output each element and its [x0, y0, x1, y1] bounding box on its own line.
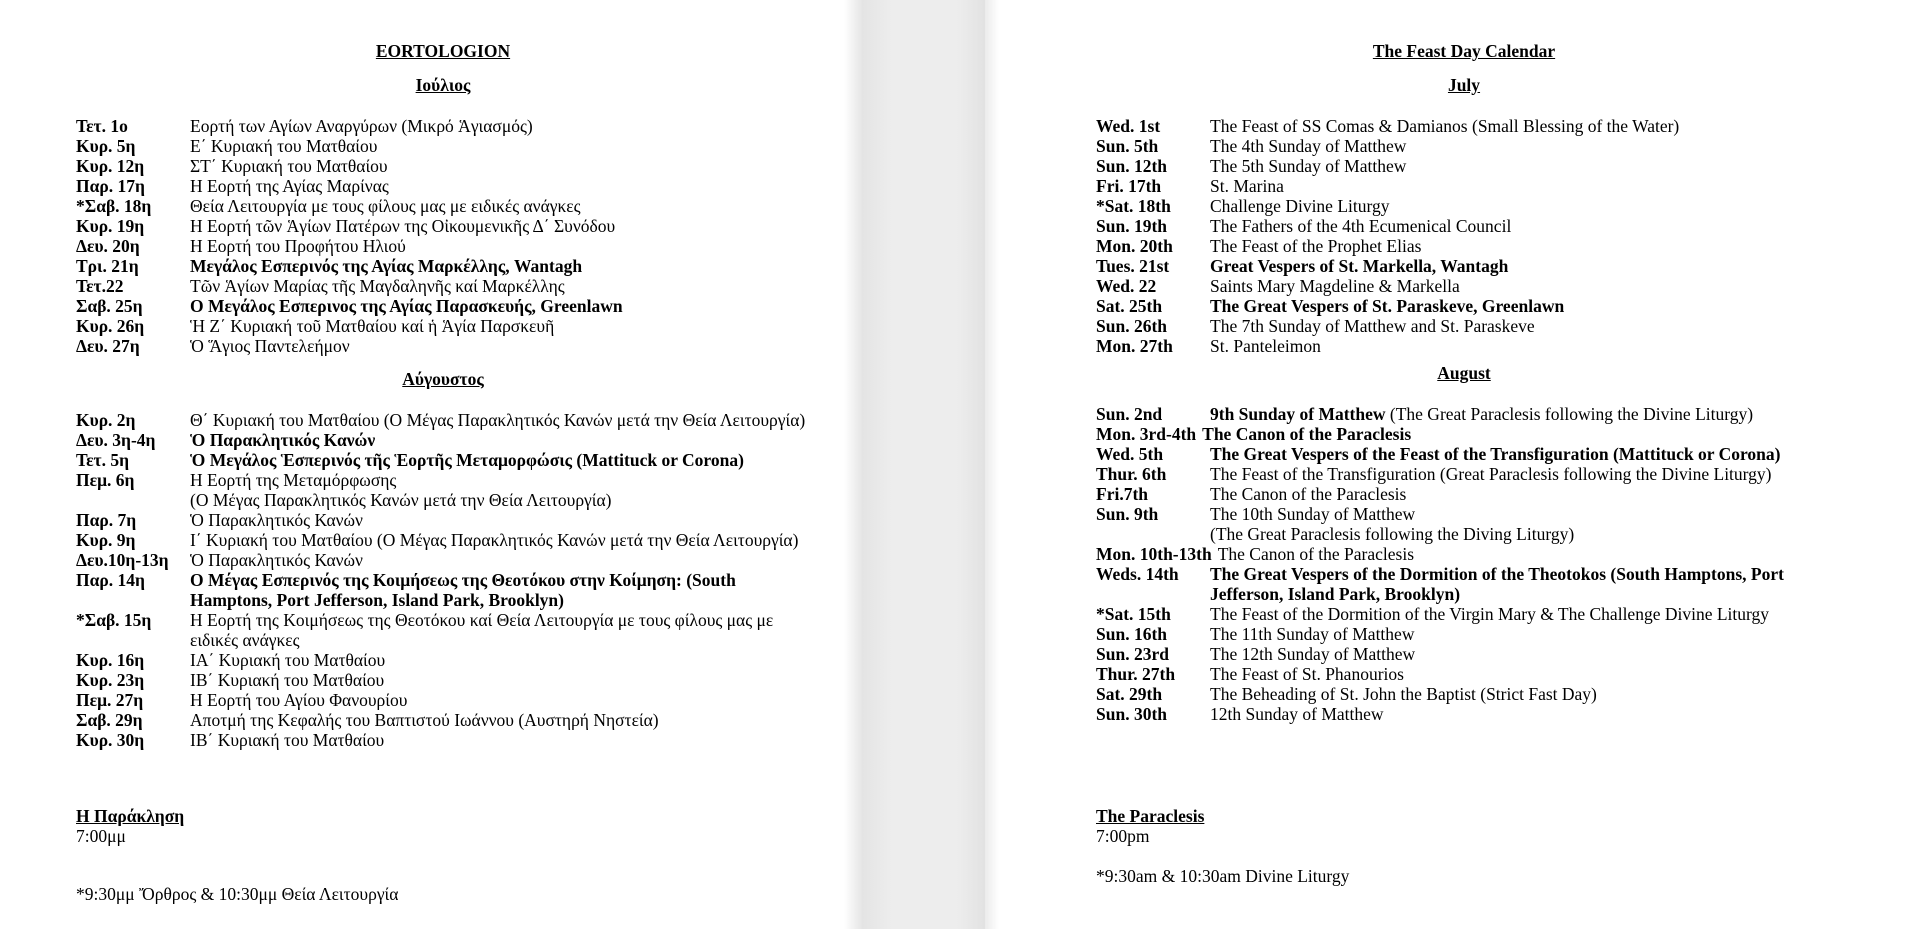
calendar-entry — [1096, 604, 1811, 624]
entry-date: *Sat. 15th — [1096, 604, 1171, 624]
entry-text-main: The Feast of the Prophet Elias — [1210, 236, 1422, 256]
entry-text — [190, 116, 816, 136]
entry-text — [1210, 196, 1811, 216]
calendar-entry — [1096, 424, 1811, 444]
entry-text-main: The Feast of the Dormition of the Virgin Mary & The Challenge Divine Liturgy — [1210, 604, 1770, 624]
entry-date: Sun. 5th — [1096, 136, 1159, 156]
entry-date: Δευ. 27η — [76, 336, 140, 356]
entry-text — [1210, 444, 1811, 464]
entry-text — [1210, 464, 1811, 484]
entry-text-main: The 10th Sunday of Matthew — [1210, 504, 1416, 524]
entry-text-main: Challenge Divine Liturgy — [1210, 196, 1390, 216]
entry-date: Κυρ. 12η — [76, 156, 145, 176]
entry-text — [190, 276, 816, 296]
entry-text-continued: (The Great Paraclesis following the Diving Liturgy) — [1210, 524, 1575, 544]
document-page-greek — [0, 0, 862, 929]
entry-date: Thur. 27th — [1096, 664, 1176, 684]
calendar-entry — [1096, 664, 1811, 684]
entry-text — [190, 690, 816, 710]
calendar-entry — [76, 690, 816, 710]
entry-text-main: Μεγάλος Εσπερινός της Αγίας Μαρκέλλης, Wantagh — [190, 256, 583, 276]
entry-text — [190, 156, 816, 176]
calendar-entry — [1096, 404, 1811, 424]
month-heading-july: Ιούλιος — [415, 75, 471, 95]
calendar-entry — [1096, 464, 1811, 484]
entry-text-main: Εορτή των Αγίων Αναργύρων (Μικρό Ἁγιασμός) — [190, 116, 533, 136]
entry-date: Wed. 5th — [1096, 444, 1164, 464]
entry-text-main: The Canon of the Paraclesis — [1210, 484, 1407, 504]
document-page-english — [985, 0, 1920, 929]
calendar-entry — [1096, 176, 1811, 196]
entry-text-main: The 12th Sunday of Matthew — [1210, 644, 1416, 664]
calendar-entry — [1096, 564, 1811, 604]
entry-text-main: The Canon of the Paraclesis — [1202, 424, 1412, 444]
entry-text — [1210, 564, 1811, 604]
entry-date: Κυρ. 30η — [76, 730, 145, 750]
entry-text-main: Ἡ Ζ΄ Κυριακή τοῦ Ματθαίου καί ἡ Ἁγία Παρσκευῆ — [190, 316, 555, 336]
calendar-entry — [1096, 276, 1811, 296]
calendar-entry — [76, 176, 816, 196]
entry-date: Sun. 12th — [1096, 156, 1168, 176]
entry-text — [1218, 544, 1811, 564]
entry-text — [190, 730, 816, 750]
entry-date: Sun. 16th — [1096, 624, 1168, 644]
calendar-entry — [1096, 544, 1811, 564]
paraclesis-heading: The Paraclesis — [1096, 806, 1205, 826]
entry-date: Fri.7th — [1096, 484, 1149, 504]
entry-text — [190, 336, 816, 356]
entry-text-main: Η Εορτή τῶν Ἁγίων Πατέρων της Οἰκουμενικῆς Δ΄ Συνόδου — [190, 216, 616, 236]
calendar-entry — [76, 156, 816, 176]
entry-date: Mon. 27th — [1096, 336, 1173, 356]
entry-date: Κυρ. 16η — [76, 650, 145, 670]
entry-text-main: Ὁ Μεγάλος Ἑσπερινός τῆς Ἑορτῆς Μεταμορφώσις (Mattituck or Corona) — [190, 450, 744, 470]
entry-text-main: The Great Vespers of St. Paraskeve, Greenlawn — [1210, 296, 1565, 316]
entry-date: Δευ.10η-13η — [76, 550, 169, 570]
entry-text — [1210, 156, 1811, 176]
entry-date: Sun. 2nd — [1096, 404, 1163, 424]
calendar-entry — [1096, 296, 1811, 316]
entry-text — [1210, 404, 1811, 424]
entry-date: Sat. 29th — [1096, 684, 1163, 704]
entry-text — [190, 510, 816, 530]
entry-text-main: Τῶν Ἁγίων Μαρίας τῆς Μαγδαληνῆς καί Μαρκέλλης — [190, 276, 565, 296]
entry-date: Κυρ. 2η — [76, 410, 136, 430]
entry-text-main: The 7th Sunday of Matthew and St. Paraskeve — [1210, 316, 1535, 336]
paraclesis-heading: Η Παράκληση — [76, 806, 185, 826]
entry-text — [190, 430, 816, 450]
entry-text-main: Θεία Λειτουργία με τους φίλους μας με ειδικές ανάγκες — [190, 196, 581, 216]
calendar-entry — [76, 196, 816, 216]
entry-text — [1210, 136, 1811, 156]
calendar-entry — [1096, 156, 1811, 176]
entry-date: Sun. 23rd — [1096, 644, 1169, 664]
entry-text-main: The Great Vespers of the Dormition of the Theotokos (South Hamptons, Port Jefferson, Island Park, Brooklyn) — [1210, 564, 1784, 604]
entry-text — [190, 136, 816, 156]
entry-text-main: Ο Μεγάλος Εσπερινος της Αγίας Παρασκευής, Greenlawn — [190, 296, 623, 316]
calendar-entry — [1096, 196, 1811, 216]
entry-text-main: The Beheading of St. John the Baptist (Strict Fast Day) — [1210, 684, 1597, 704]
entry-text-main: The Fathers of the 4th Ecumenical Council — [1210, 216, 1512, 236]
entry-text — [1210, 604, 1811, 624]
entry-text — [1210, 296, 1811, 316]
entry-text-main: Ὁ Παρακλητικός Κανών — [190, 550, 363, 570]
entry-text-main: Saints Mary Magdeline & Markella — [1210, 276, 1460, 296]
entry-text-main: St. Marina — [1210, 176, 1284, 196]
entry-text — [1210, 484, 1811, 504]
entry-text — [190, 196, 816, 216]
entry-text-main: Αποτμή της Κεφαλής του Βαπτιστού Ιωάννου (Αυστηρή Νηστεία) — [190, 710, 659, 730]
entry-date: Τετ.22 — [76, 276, 124, 296]
calendar-entry — [76, 410, 816, 430]
entry-date: Sat. 25th — [1096, 296, 1163, 316]
entry-text-main: The 11th Sunday of Matthew — [1210, 624, 1415, 644]
calendar-entry — [76, 296, 816, 316]
calendar-entry — [1096, 624, 1811, 644]
calendar-entry — [1096, 684, 1811, 704]
month-heading-july: July — [1447, 75, 1481, 95]
entry-text — [190, 710, 816, 730]
entry-date: Sun. 9th — [1096, 504, 1159, 524]
entry-text — [190, 316, 816, 336]
entry-text-main: ΙΒ΄ Κυριακή του Ματθαίου — [190, 670, 385, 690]
entry-text — [190, 450, 816, 470]
entry-text-main: Ε΄ Κυριακή του Ματθαίου — [190, 136, 378, 156]
entry-text — [190, 670, 816, 690]
entry-text — [190, 470, 816, 510]
entry-text — [190, 610, 816, 650]
entry-date: Κυρ. 23η — [76, 670, 145, 690]
entry-text — [1210, 624, 1811, 644]
calendar-entry — [76, 510, 816, 530]
entry-text-main: 12th Sunday of Matthew — [1210, 704, 1384, 724]
entry-text — [1210, 116, 1811, 136]
entry-date: Fri. 17th — [1096, 176, 1162, 196]
entry-text-main: The 5th Sunday of Matthew — [1210, 156, 1407, 176]
entry-text-main: The Feast of St. Phanourios — [1210, 664, 1404, 684]
entry-date: Σαβ. 29η — [76, 710, 143, 730]
august-entries — [1096, 404, 1811, 724]
calendar-entry — [1096, 336, 1811, 356]
entry-text-main: Ὁ Παρακλητικός Κανών — [190, 510, 363, 530]
calendar-entry — [76, 216, 816, 236]
calendar-entry — [76, 136, 816, 156]
calendar-entry — [1096, 504, 1811, 544]
entry-text-main: Ο Μέγας Εσπερινός της Κοιμήσεως της Θεοτόκου στην Κοίμηση: (South Hamptons, Port Jefferson, Island Park, Brooklyn) — [190, 570, 736, 610]
entry-date: Τετ. 1ο — [76, 116, 128, 136]
entry-text — [1210, 644, 1811, 664]
entry-date: Κυρ. 19η — [76, 216, 145, 236]
calendar-entry — [76, 710, 816, 730]
entry-date: Mon. 20th — [1096, 236, 1173, 256]
july-entries — [1096, 116, 1811, 356]
calendar-entry — [1096, 216, 1811, 236]
entry-text-main: Θ΄ Κυριακή του Ματθαίου (Ο Μέγας Παρακλητικός Κανών μετά την Θεία Λειτουργία) — [190, 410, 806, 430]
entry-text — [1210, 664, 1811, 684]
page-edge-shadow — [985, 0, 999, 929]
july-entries — [76, 116, 816, 356]
entry-text — [190, 550, 816, 570]
calendar-entry — [1096, 256, 1811, 276]
entry-date: *Sat. 18th — [1096, 196, 1171, 216]
calendar-entry — [76, 730, 816, 750]
paraclesis-time: 7:00μμ — [76, 826, 126, 846]
entry-date: Πεμ. 27η — [76, 690, 144, 710]
entry-text — [1210, 276, 1811, 296]
entry-text — [190, 256, 816, 276]
entry-text-main: The 4th Sunday of Matthew — [1210, 136, 1407, 156]
calendar-entry — [76, 530, 816, 550]
entry-date: Wed. 22 — [1096, 276, 1157, 296]
calendar-entry — [1096, 316, 1811, 336]
entry-date: Κυρ. 9η — [76, 530, 136, 550]
entry-text — [190, 296, 816, 316]
entry-text-main: Η Εορτή του Προφήτου Ηλιού — [190, 236, 406, 256]
entry-date: Κυρ. 26η — [76, 316, 145, 336]
entry-date: *Σαβ. 18η — [76, 196, 152, 216]
footnote: *9:30am & 10:30am Divine Liturgy — [1096, 866, 1350, 886]
calendar-entry — [76, 256, 816, 276]
calendar-entry — [1096, 704, 1811, 724]
entry-text — [190, 570, 816, 610]
entry-date: Τρι. 21η — [76, 256, 139, 276]
entry-text-main: ΙΑ΄ Κυριακή του Ματθαίου — [190, 650, 386, 670]
august-entries — [76, 410, 816, 750]
footnote: *9:30μμ Ὄρθρος & 10:30μμ Θεία Λειτουργία — [76, 884, 399, 904]
page-title: The Feast Day Calendar — [1372, 41, 1556, 61]
entry-text-main: The Canon of the Paraclesis — [1217, 544, 1415, 564]
entry-text — [1210, 704, 1811, 724]
entry-text-main: Ι΄ Κυριακή του Ματθαίου (Ο Μέγας Παρακλητικός Κανών μετά την Θεία Λειτουργία) — [190, 530, 799, 550]
entry-date: *Σαβ. 15η — [76, 610, 152, 630]
entry-text — [1210, 684, 1811, 704]
calendar-entry — [76, 550, 816, 570]
calendar-entry — [76, 316, 816, 336]
calendar-entry — [1096, 484, 1811, 504]
entry-date: Sun. 30th — [1096, 704, 1168, 724]
entry-text — [1210, 504, 1811, 544]
entry-text — [190, 236, 816, 256]
entry-text-main: The Great Vespers of the Feast of the Transfiguration (Mattituck or Corona) — [1210, 444, 1781, 464]
page-title: EORTOLOGION — [375, 41, 511, 61]
entry-date: Κυρ. 5η — [76, 136, 136, 156]
entry-text — [190, 530, 816, 550]
calendar-entry — [76, 276, 816, 296]
entry-text-main: Η Εορτή του Αγίου Φανουρίου — [190, 690, 408, 710]
entry-text — [1210, 336, 1811, 356]
entry-text-main: ΙΒ΄ Κυριακή του Ματθαίου — [190, 730, 385, 750]
calendar-entry — [76, 336, 816, 356]
calendar-entry — [76, 236, 816, 256]
entry-date: Παρ. 14η — [76, 570, 145, 590]
calendar-entry — [76, 670, 816, 690]
entry-text-main: St. Panteleimon — [1210, 336, 1321, 356]
paraclesis-time: 7:00pm — [1096, 826, 1150, 846]
entry-text-main: The Feast of the Transfiguration (Great Paraclesis following the Divine Liturgy) — [1210, 464, 1772, 484]
page-gutter — [862, 0, 985, 929]
entry-text — [190, 216, 816, 236]
entry-date: Σαβ. 25η — [76, 296, 143, 316]
calendar-entry — [76, 450, 816, 470]
entry-date: Wed. 1st — [1096, 116, 1161, 136]
entry-text-continued: (Ο Μέγας Παρακλητικός Κανών μετά την Θεία Λειτουργία) — [190, 490, 612, 510]
entry-date: Παρ. 7η — [76, 510, 137, 530]
entry-text-main: (The Great Paraclesis following the Divine Liturgy) — [1385, 404, 1754, 424]
entry-text — [190, 650, 816, 670]
entry-text-main: Great Vespers of St. Markella, Wantagh — [1210, 256, 1509, 276]
entry-date: Παρ. 17η — [76, 176, 145, 196]
entry-text — [1210, 316, 1811, 336]
entry-text — [1210, 216, 1811, 236]
entry-text — [1202, 424, 1811, 444]
page-edge-shadow — [844, 0, 862, 929]
entry-date: Δευ. 3η-4η — [76, 430, 156, 450]
entry-text-main: Ὁ Παρακλητικός Κανών — [190, 430, 376, 450]
calendar-entry — [1096, 136, 1811, 156]
entry-date: Thur. 6th — [1096, 464, 1167, 484]
entry-date: Sun. 26th — [1096, 316, 1168, 336]
calendar-entry — [1096, 116, 1811, 136]
entry-date: Mon. 10th-13th — [1096, 544, 1212, 564]
entry-date: Sun. 19th — [1096, 216, 1168, 236]
calendar-entry — [76, 610, 816, 650]
calendar-entry — [76, 650, 816, 670]
calendar-entry — [76, 470, 816, 510]
entry-date: Τετ. 5η — [76, 450, 130, 470]
entry-date: Weds. 14th — [1096, 564, 1179, 584]
entry-text — [1210, 176, 1811, 196]
calendar-entry — [76, 116, 816, 136]
entry-text — [1210, 256, 1811, 276]
calendar-entry — [1096, 236, 1811, 256]
entry-date: Mon. 3rd-4th — [1096, 424, 1197, 444]
entry-date: Πεμ. 6η — [76, 470, 135, 490]
calendar-entry — [76, 570, 816, 610]
calendar-entry — [1096, 644, 1811, 664]
entry-date: Δευ. 20η — [76, 236, 140, 256]
entry-text-main: Η Εορτή της Μεταμόρφωσης — [190, 470, 397, 490]
entry-text-bold: 9th Sunday of Matthew — [1210, 404, 1386, 424]
entry-text — [190, 410, 816, 430]
entry-text-main: Η Εορτή της Κοιμήσεως της Θεοτόκου καί Θεία Λειτουργία με τους φίλους μας με ειδικές ανάγκες — [190, 610, 774, 650]
entry-text-main: ΣΤ΄ Κυριακή του Ματθαίου — [190, 156, 388, 176]
entry-date: Tues. 21st — [1096, 256, 1170, 276]
calendar-entry — [1096, 444, 1811, 464]
entry-text — [190, 176, 816, 196]
entry-text-main: Η Εορτή της Αγίας Μαρίνας — [190, 176, 389, 196]
calendar-entry — [76, 430, 816, 450]
entry-text-main: The Feast of SS Comas & Damianos (Small Blessing of the Water) — [1210, 116, 1680, 136]
entry-text-main: Ὁ Ἅγιος Παντελεήμον — [190, 336, 350, 356]
entry-text — [1210, 236, 1811, 256]
month-heading-august: August — [1437, 363, 1491, 383]
month-heading-august: Αύγουστος — [402, 369, 484, 389]
